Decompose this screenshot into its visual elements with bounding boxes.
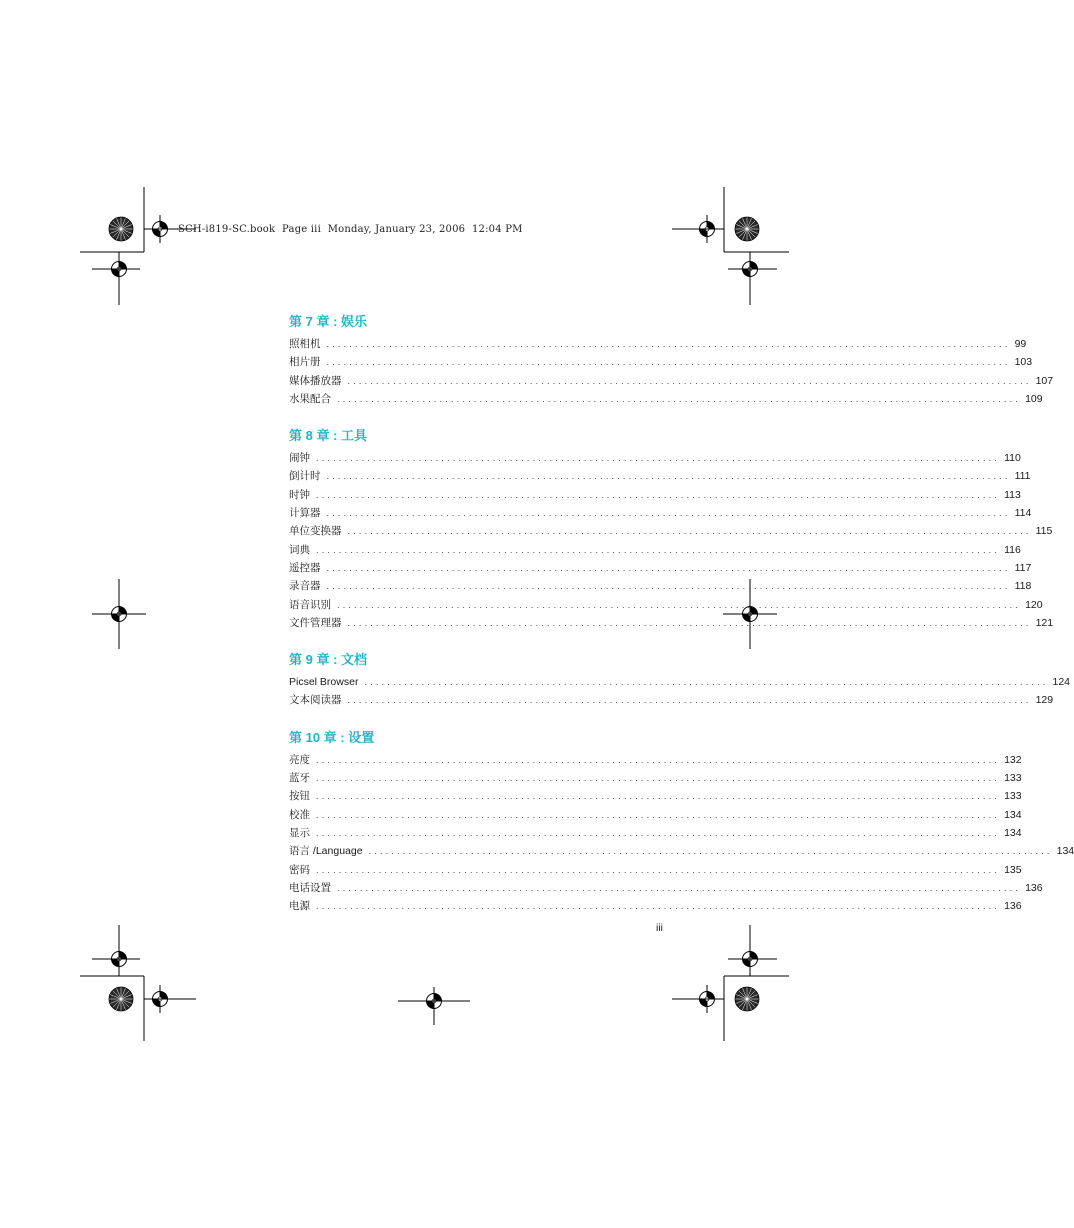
chapter-section bbox=[289, 427, 1054, 632]
chapter-section bbox=[289, 651, 1071, 710]
dot-leader: ........................................................................................................................ bbox=[364, 677, 1049, 688]
toc-entry[interactable] bbox=[289, 390, 1043, 408]
toc-entry-label: 录音器 bbox=[289, 580, 321, 593]
toc-entry[interactable] bbox=[289, 691, 1054, 709]
dot-leader: ........................................................................................................................ bbox=[316, 809, 1001, 820]
toc-entry[interactable] bbox=[289, 842, 1074, 860]
radial-target-icon bbox=[109, 217, 133, 241]
toc-entry-page: 132 bbox=[1004, 753, 1022, 766]
dot-leader: ........................................................................................................................ bbox=[316, 773, 1001, 784]
toc-entry[interactable] bbox=[289, 522, 1053, 540]
toc-entry-page: 121 bbox=[1035, 616, 1054, 629]
toc-entry-label: 单位变换器 bbox=[289, 525, 342, 538]
radial-target-icon bbox=[735, 987, 759, 1011]
toc-entry-page: 99 bbox=[1014, 338, 1027, 350]
toc-entry-page: 136 bbox=[1025, 881, 1043, 894]
toc-entry[interactable] bbox=[289, 577, 1032, 595]
toc-entry-page: 124 bbox=[1052, 676, 1071, 689]
dot-leader: ........................................................................................................................ bbox=[316, 544, 1001, 555]
toc-entry-label: 词典 bbox=[289, 543, 310, 556]
toc-entry[interactable] bbox=[289, 614, 1054, 632]
toc-entry-label: 闹钟 bbox=[289, 452, 310, 465]
toc-entry-label: 显示 bbox=[289, 826, 310, 839]
chapter-section bbox=[289, 729, 1074, 916]
toc-entry-page: 109 bbox=[1025, 392, 1043, 405]
dot-leader: ........................................................................................................................ bbox=[316, 754, 1001, 765]
dot-leader: ........................................................................................................................ bbox=[326, 339, 1011, 349]
dot-leader: ........................................................................................................................ bbox=[316, 489, 1001, 500]
dot-leader: ........................................................................................................................ bbox=[347, 695, 1032, 706]
toc-entry-label: 计算器 bbox=[289, 507, 321, 520]
toc-entry[interactable] bbox=[289, 372, 1054, 390]
dot-leader: ........................................................................................................................ bbox=[337, 393, 1022, 404]
toc-entry-label: 照相机 bbox=[289, 338, 321, 350]
toc-entry-label: 相片册 bbox=[289, 356, 321, 369]
dot-leader: ........................................................................................................................ bbox=[316, 901, 1001, 912]
toc-entry[interactable] bbox=[289, 596, 1043, 614]
toc-entry[interactable] bbox=[289, 541, 1021, 559]
toc-entry[interactable] bbox=[289, 897, 1022, 915]
radial-target-icon bbox=[109, 987, 133, 1011]
toc-entry-label: 媒体播放器 bbox=[289, 374, 342, 387]
toc-entry-page: 107 bbox=[1035, 374, 1054, 387]
toc-entry-label: 蓝牙 bbox=[289, 772, 310, 785]
toc-entry-page: 115 bbox=[1035, 525, 1053, 538]
toc-entry-page: 134 bbox=[1056, 845, 1074, 858]
dot-leader: ........................................................................................................................ bbox=[326, 562, 1011, 573]
dot-leader: ........................................................................................................................ bbox=[326, 508, 1011, 519]
toc-entry-label: 文本阅读器 bbox=[289, 694, 342, 707]
toc-entry-label: 电源 bbox=[289, 900, 310, 913]
dot-leader: ........................................................................................................................ bbox=[316, 864, 1001, 875]
toc-entry-page: 114 bbox=[1014, 507, 1032, 520]
toc-entry-page: 118 bbox=[1014, 580, 1032, 593]
toc-entry-label: 水果配合 bbox=[289, 392, 331, 405]
toc-entry[interactable] bbox=[289, 824, 1022, 842]
toc-entry[interactable] bbox=[289, 449, 1021, 467]
page-number: iii bbox=[656, 922, 663, 934]
toc-entry-page: 135 bbox=[1004, 863, 1022, 876]
toc-entry-label: 按钮 bbox=[289, 790, 310, 803]
chapter-title: 第 10 章 : 设置 bbox=[289, 729, 375, 745]
toc-entry[interactable] bbox=[289, 486, 1021, 504]
dot-leader: ........................................................................................................................ bbox=[316, 827, 1001, 838]
toc-entry[interactable] bbox=[289, 751, 1022, 769]
toc-entry-page: 136 bbox=[1004, 900, 1022, 913]
toc-entry[interactable] bbox=[289, 806, 1022, 824]
chapter-title: 第 7 章 : 娱乐 bbox=[289, 314, 368, 329]
toc-entry[interactable] bbox=[289, 861, 1022, 879]
dot-leader: ........................................................................................................................ bbox=[326, 581, 1011, 592]
toc-entry[interactable] bbox=[289, 769, 1022, 787]
toc-entry-page: 116 bbox=[1004, 543, 1021, 556]
toc-entry-label: 校准 bbox=[289, 808, 310, 821]
dot-leader: ........................................................................................................................ bbox=[337, 599, 1022, 610]
toc-entry-label: 密码 bbox=[289, 863, 310, 876]
dot-leader: ........................................................................................................................ bbox=[347, 617, 1032, 628]
dot-leader: ........................................................................................................................ bbox=[347, 526, 1032, 537]
chapter-title: 第 8 章 : 工具 bbox=[289, 428, 368, 444]
toc-entry-page: 110 bbox=[1004, 452, 1021, 465]
toc-entry-page: 134 bbox=[1004, 826, 1022, 839]
dot-leader: ........................................................................................................................ bbox=[326, 471, 1011, 482]
chapter-section bbox=[289, 313, 1054, 408]
dot-leader: ........................................................................................................................ bbox=[326, 357, 1011, 368]
toc-entry-label: 电话设置 bbox=[289, 881, 331, 894]
toc-entry[interactable] bbox=[289, 335, 1027, 353]
toc-entry[interactable] bbox=[289, 673, 1071, 691]
toc-entry-page: 113 bbox=[1004, 488, 1021, 501]
toc-entry-label: 亮度 bbox=[289, 753, 310, 766]
print-slug-header: SCH-i819-SC.book Page iii Monday, January 23, 2006 12:04 PM bbox=[178, 224, 523, 235]
toc-entry-label: Picsel Browser bbox=[289, 676, 359, 689]
dot-leader: ........................................................................................................................ bbox=[368, 846, 1053, 857]
toc-entry-label: 语音识别 bbox=[289, 598, 331, 611]
toc-entry-page: 120 bbox=[1025, 598, 1043, 611]
toc-entry-label: 倒计时 bbox=[289, 470, 321, 483]
toc-entry[interactable] bbox=[289, 879, 1043, 897]
toc-entry[interactable] bbox=[289, 787, 1022, 805]
toc-entry[interactable] bbox=[289, 467, 1031, 485]
dot-leader: ........................................................................................................................ bbox=[347, 375, 1032, 386]
toc-entry-page: 133 bbox=[1004, 790, 1022, 803]
toc-entry-label: 语言 /Language bbox=[289, 845, 363, 858]
radial-target-icon bbox=[735, 217, 759, 241]
dot-leader: ........................................................................................................................ bbox=[337, 882, 1022, 893]
toc-entry-page: 111 bbox=[1014, 470, 1031, 483]
toc-entry-page: 103 bbox=[1014, 356, 1033, 369]
dot-leader: ........................................................................................................................ bbox=[316, 791, 1001, 802]
toc-entry-page: 134 bbox=[1004, 808, 1022, 821]
toc-entry-label: 遥控器 bbox=[289, 561, 321, 574]
toc-entry-label: 时钟 bbox=[289, 488, 310, 501]
toc-entry[interactable] bbox=[289, 504, 1032, 522]
dot-leader: ........................................................................................................................ bbox=[316, 453, 1001, 464]
toc-entry[interactable] bbox=[289, 559, 1032, 577]
chapter-title: 第 9 章 : 文档 bbox=[289, 652, 368, 668]
toc-entry[interactable] bbox=[289, 353, 1033, 371]
toc-entry-page: 129 bbox=[1035, 694, 1054, 707]
toc-entry-page: 133 bbox=[1004, 772, 1022, 785]
toc-entry-label: 文件管理器 bbox=[289, 616, 342, 629]
toc-entry-page: 117 bbox=[1014, 561, 1032, 574]
